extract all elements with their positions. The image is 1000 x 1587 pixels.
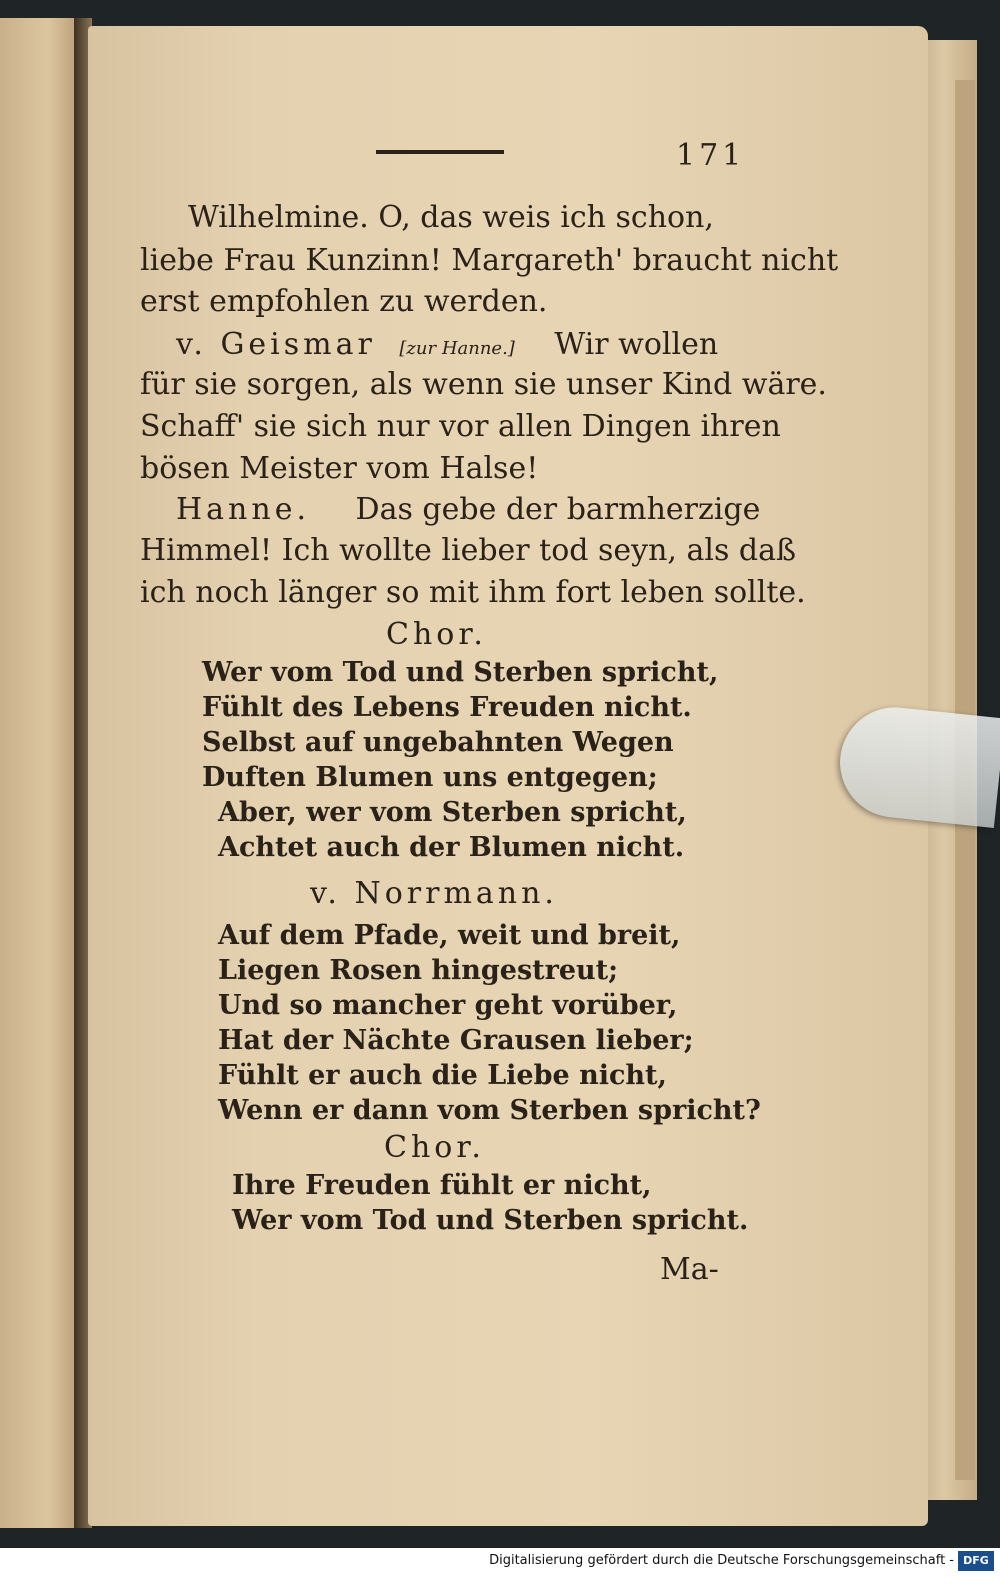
verse-line-5: Aber, wer vom Sterben spricht, <box>218 797 687 828</box>
verse-line-9: Und so mancher geht vorüber, <box>218 990 678 1021</box>
text-line-5: für sie sorgen, als wenn sie unser Kind wäre. <box>140 367 827 402</box>
text-line-4 <box>176 327 718 362</box>
dfg-logo-icon: DFG <box>958 1551 994 1571</box>
text-line-9: Himmel! Ich wollte lieber tod seyn, als daß <box>140 533 797 568</box>
verse-line-7: Auf dem Pfade, weit und breit, <box>218 920 681 951</box>
verse-line-12: Wenn er dann vom Sterben spricht? <box>218 1095 761 1126</box>
verse-line-2: Fühlt des Lebens Freuden nicht. <box>202 692 692 723</box>
speaker-hanne: Hanne. <box>176 492 310 527</box>
text-line-1: Wilhelmine. O, das weis ich schon, <box>188 200 714 235</box>
verse-line-3: Selbst auf ungebahnten Wegen <box>202 727 674 758</box>
footer-credit: Digitalisierung gefördert durch die Deutsche Forschungsgemeinschaft - <box>489 1553 954 1568</box>
left-page-edge <box>0 18 84 1528</box>
text-line-8 <box>176 492 760 527</box>
verse-line-4: Duften Blumen uns entgegen; <box>202 762 658 793</box>
page-number: 171 <box>676 138 746 173</box>
text-line-2: liebe Frau Kunzinn! Margareth' braucht nicht <box>140 243 839 278</box>
speaker-geismar: v. Geismar <box>176 327 376 362</box>
verse-line-10: Hat der Nächte Grausen lieber; <box>218 1025 694 1056</box>
chorus-heading-1: Chor. <box>386 617 487 652</box>
text-line-8-rest: Das gebe der barmherzige <box>355 492 761 527</box>
verse-line-6: Achtet auch der Blumen nicht. <box>218 832 685 863</box>
text-line-6: Schaff' sie sich nur vor allen Dingen ihren <box>140 409 781 444</box>
text-line-4-rest: Wir wollen <box>554 327 719 362</box>
verse-line-11: Fühlt er auch die Liebe nicht, <box>218 1060 667 1091</box>
verse-line-13: Ihre Freuden fühlt er nicht, <box>232 1170 652 1201</box>
catchword: Ma- <box>660 1252 719 1287</box>
stage-direction: [zur Hanne.] <box>399 338 515 359</box>
verse-line-8: Liegen Rosen hingestreut; <box>218 955 619 986</box>
text-line-3: erst empfohlen zu werden. <box>140 284 548 319</box>
verse-line-14: Wer vom Tod und Sterben spricht. <box>232 1205 749 1236</box>
text-line-7: bösen Meister vom Halse! <box>140 451 539 486</box>
chorus-heading-2: Chor. <box>384 1130 485 1165</box>
verse-line-1: Wer vom Tod und Sterben spricht, <box>202 657 719 688</box>
speaker-norrmann: v. Norrmann. <box>310 876 558 911</box>
text-line-10: ich noch länger so mit ihm fort leben sollte. <box>140 575 806 610</box>
header-rule <box>376 150 504 154</box>
